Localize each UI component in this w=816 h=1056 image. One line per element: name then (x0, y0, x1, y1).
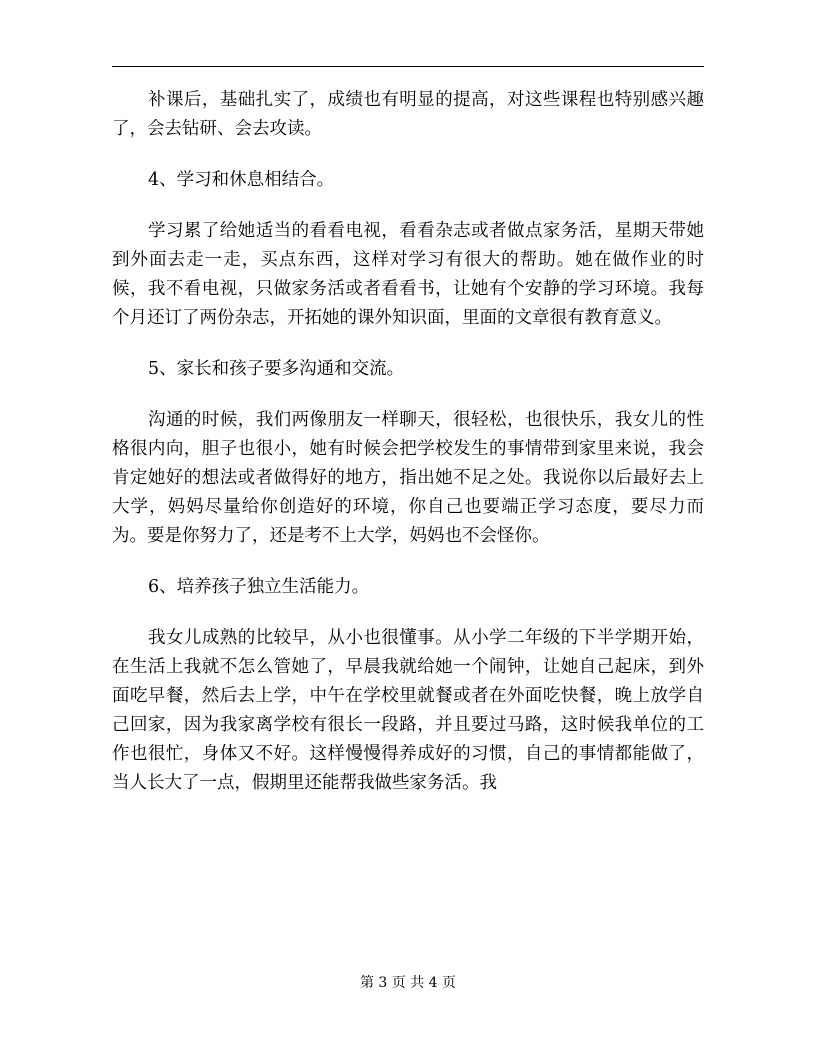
heading-study-rest: 4、学习和休息相结合。 (148, 170, 335, 190)
paragraph-independence: 我女儿成熟的比较早，从小也很懂事。从小学二年级的下半学期开始，在生活上我就不怎么管她了，早晨我就给她一个闹钟，让她自己起床，到外面吃早餐，然后去上学，中午在学校里就餐或者在外面吃快餐，晚上放学自己回家，因为我家离学校有很长一段路，并且要过马路，这时候我单位的工作也很忙，身体又不好。这样慢慢得养成好的习惯，自己的事情都能做了，当人长大了一点，假期里还能帮我做些家务活。我 (112, 628, 704, 793)
heading-communication: 5、家长和孩子要多沟通和交流。 (148, 359, 405, 379)
page-number: 第 3 页 共 4 页 (359, 975, 457, 991)
document-body (112, 86, 704, 820)
paragraph-communication: 沟通的时候，我们两像朋友一样聊天，很轻松，也很快乐，我女儿的性格很内向，胆子也很小，她有时候会把学校发生的事情带到家里来说，我会肯定她好的想法或者做得好的地方，指出她不足之处。我说你以后最好去上大学，妈妈尽量给你创造好的环境，你自己也要端正学习态度，要尽力而为。要是你努力了，还是考不上大学，妈妈也不会怪你。 (112, 410, 704, 546)
header-rule (112, 66, 704, 67)
heading-independence: 6、培养孩子独立生活能力。 (148, 577, 370, 597)
paragraph-intro: 补课后，基础扎实了，成绩也有明显的提高，对这些课程也特别感兴趣了，会去钻研、会去攻读。 (112, 90, 704, 139)
paragraph-study-rest: 学习累了给她适当的看看电视，看看杂志或者做点家务活，星期天带她到外面去走一走，买点东西，这样对学习有很大的帮助。她在做作业的时候，我不看电视，只做家务活或者看看书，让她有个安静的学习环境。我每个月还订了两份杂志，开拓她的课外知识面，里面的文章很有教育意义。 (112, 221, 704, 328)
